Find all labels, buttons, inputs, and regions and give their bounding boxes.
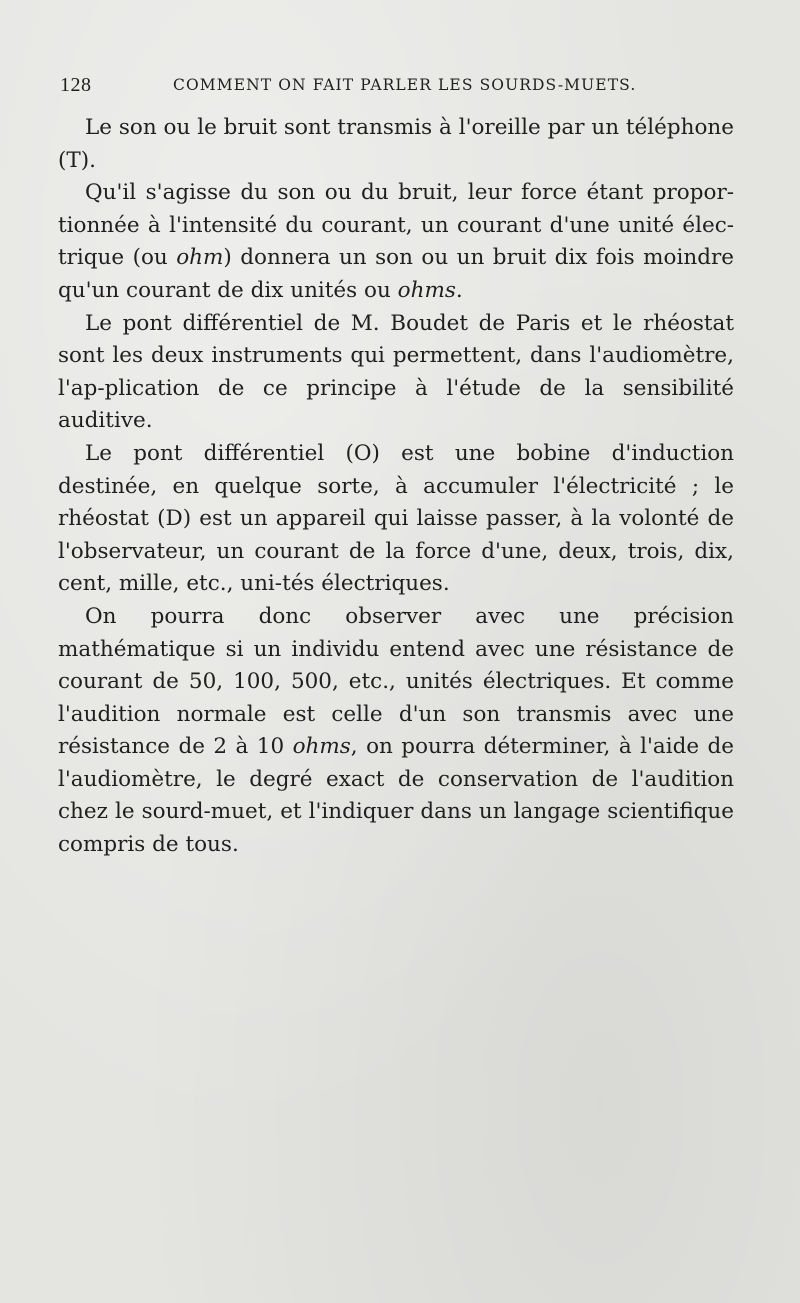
body-text [58, 112, 734, 862]
paragraph [58, 308, 734, 438]
paragraph [58, 438, 734, 601]
text-segment: , on pourra déterminer, à l'aide de l'audiomètre, le degré exact de conservation de l'audition chez le sourd-muet, et l'indiquer dans un langage scientifique compris de tous. [58, 734, 734, 858]
running-head [60, 74, 740, 98]
italic-term: ohms [292, 734, 351, 760]
text-segment: Le son ou le bruit sont transmis à l'oreille par un téléphone (T). [58, 115, 734, 173]
paragraph [58, 112, 734, 177]
text-segment: . [455, 277, 463, 303]
text-segment: Le pont différentiel (O) est une bobine d'induction destinée, en quelque sorte, à accumuler l'électricité ; le rhéostat (D) est un appareil qui laisse passer, à la volonté de l'observateur, un courant de la force d'une, deux, trois, dix, cent, mille, etc., uni-tés électriques. [58, 440, 734, 597]
text-segment: ) donnera un son ou un bruit dix fois moindre qu'un courant de dix unités ou [58, 245, 734, 303]
paragraph [58, 601, 734, 862]
page-number: 128 [60, 74, 92, 96]
running-head-title: COMMENT ON FAIT PARLER LES SOURDS-MUETS. [173, 76, 637, 94]
text-segment: Qu'il s'agisse du son ou du bruit, leur force étant propor-tionnée à l'intensité du courant, un courant d'une unité élec-trique (ou [58, 180, 734, 271]
text-segment: Le pont différentiel de M. Boudet de Paris et le rhéostat sont les deux instruments qui permettent, dans l'audiomètre, l'ap-plication de ce principe à l'étude de la sensibilité auditive. [58, 310, 734, 434]
italic-term: ohms [397, 277, 456, 303]
paragraph [58, 177, 734, 307]
italic-term: ohm [176, 245, 224, 271]
text-segment: On pourra donc observer avec une précision mathématique si un individu entend avec une résistance de courant de 50, 100, 500, etc., unités électriques. Et comme l'audition normale est celle d'un son transmis avec une résistance de 2 à 10 [58, 603, 734, 760]
